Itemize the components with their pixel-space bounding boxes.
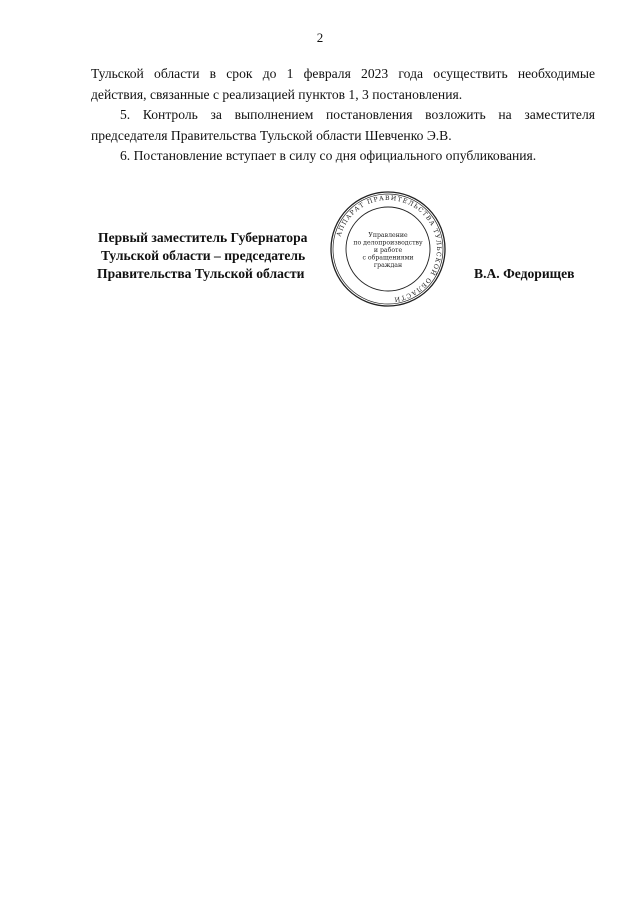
- paragraph-line: 5. Контроль за выполнением постановления возложить на заместителя: [120, 107, 595, 122]
- paragraph-line: действия, связанные с реализацией пунктов 1, 3 постановления.: [91, 86, 463, 102]
- page-number: 2: [316, 30, 324, 45]
- paragraph-line: 6. Постановление вступает в силу со дня официального опубликования.: [120, 148, 537, 163]
- signatory-position-line: Правительства Тульской области: [97, 266, 305, 281]
- seal-center-line: и работе: [373, 247, 403, 254]
- paragraph-line: Тульской области в срок до 1 февраля 2023 года осуществить необходимые: [91, 66, 595, 81]
- signatory-name: В.А. Федорищев: [474, 266, 575, 281]
- svg-text:АППАРАТ ПРАВИТЕЛЬСТВА ТУЛЬСКОЙ: АППАРАТ ПРАВИТЕЛЬСТВА ТУЛЬСКОЙ ОБЛАСТИ: [335, 194, 443, 303]
- signatory-position-line: Первый заместитель Губернатора: [98, 230, 308, 245]
- signatory-position-line: Тульской области – председатель: [101, 248, 306, 263]
- paragraph-line: председателя Правительства Тульской области Шевченко Э.В.: [91, 127, 452, 143]
- document-body: [91, 64, 595, 167]
- seal-center-line: граждан: [373, 262, 403, 269]
- seal-center-line: Управление: [368, 232, 408, 239]
- official-seal: [329, 190, 447, 308]
- seal-center-line: с обращениями: [362, 254, 414, 262]
- seal-center-line: по делопроизводству: [353, 239, 423, 247]
